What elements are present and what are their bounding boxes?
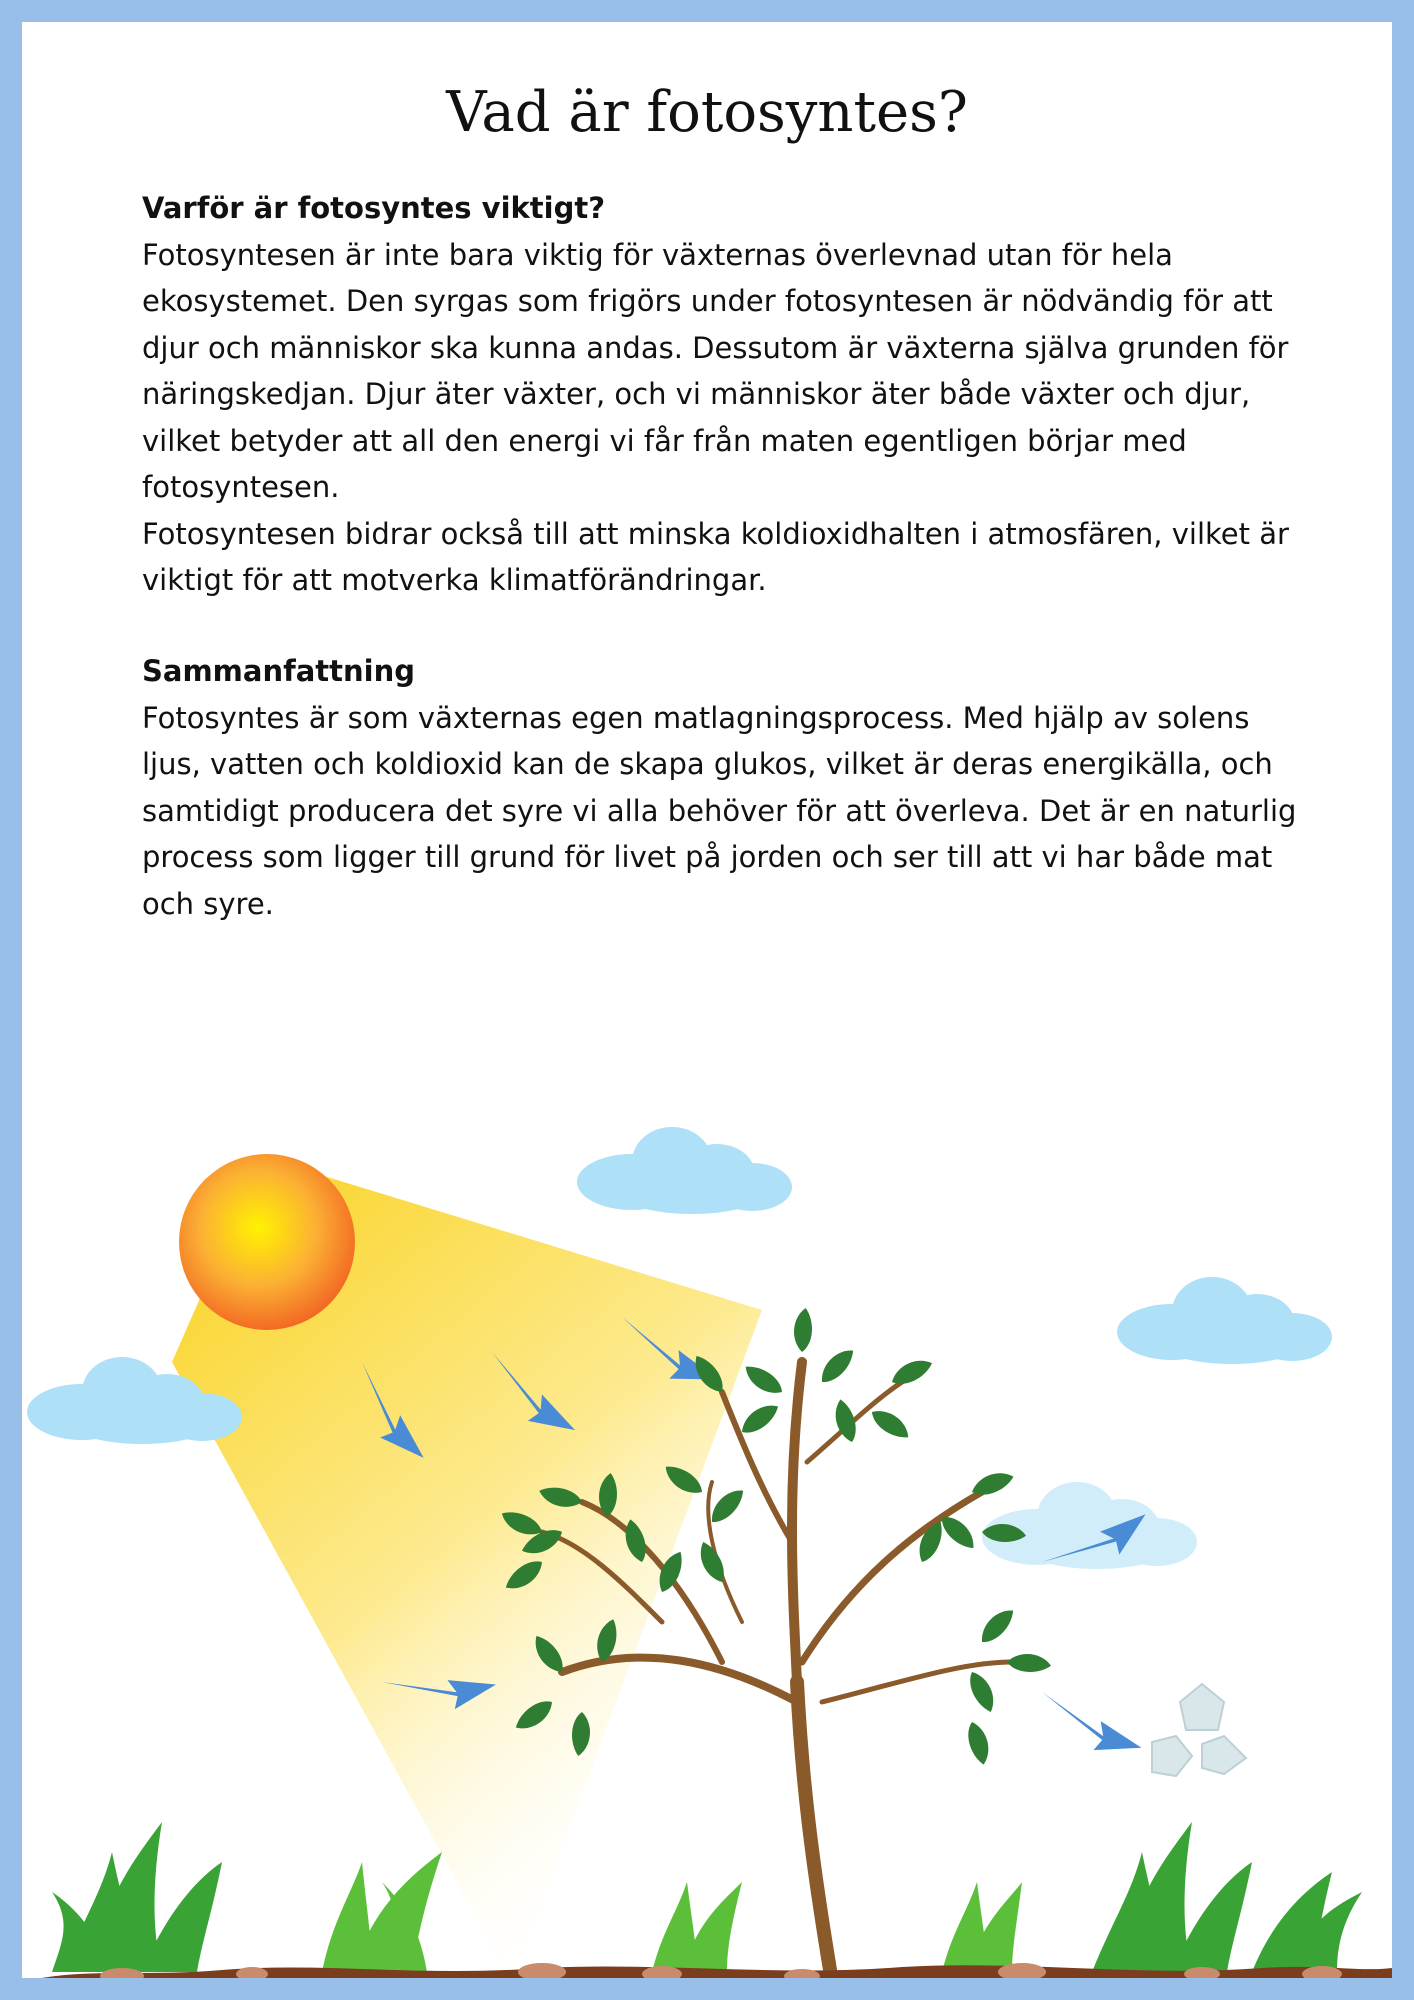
cloud-icon [577,1127,792,1214]
section-importance [142,185,1302,604]
paragraph: Fotosyntes är som växternas egen matlagningsprocess. Med hjälp av solens ljus, vatten och koldioxid kan de skapa glukos, vilket är deras energikälla, och samtidigt producera det syre vi alla behöver för att överleva. Det är en naturlig process som ligger till grund för livet på jorden och ser till att vi har både mat och syre. [142,700,1297,921]
sun-icon [179,1154,355,1330]
photosynthesis-illustration [22,1062,1392,2000]
sugar-cube-icon [1152,1684,1246,1776]
paragraph: Fotosyntesen bidrar också till att minska koldioxidhalten i atmosfären, vilket är viktigt för att motverka klimatförändringar. [142,516,1289,597]
cloud-icon [982,1482,1197,1569]
grass-icon [52,1822,222,1972]
grass-icon [1092,1822,1362,1972]
page-title: Vad är fotosyntes? [446,80,968,145]
section-summary [142,648,1302,927]
paragraph: Fotosyntesen är inte bara viktig för växternas överlevnad utan för hela ekosystemet. Den syrgas som frigörs under fotosyntesen är nödvändig för att djur och människor ska kunna andas. Dessutom är växterna själva grunden för näringskedjan. Djur äter växter, och vi människor äter både växter och djur, vilket betyder att all den energi vi får från maten egentligen börjar med fotosyntesen. [142,237,1289,504]
cloud-icon [1117,1277,1332,1364]
arrow-icon [1031,1692,1148,1761]
section-heading: Sammanfattning [142,654,416,688]
grass-icon [652,1882,742,1972]
section-heading: Varför är fotosyntes viktigt? [142,191,606,225]
grass-icon [942,1882,1022,1972]
grass-icon [322,1852,442,1972]
